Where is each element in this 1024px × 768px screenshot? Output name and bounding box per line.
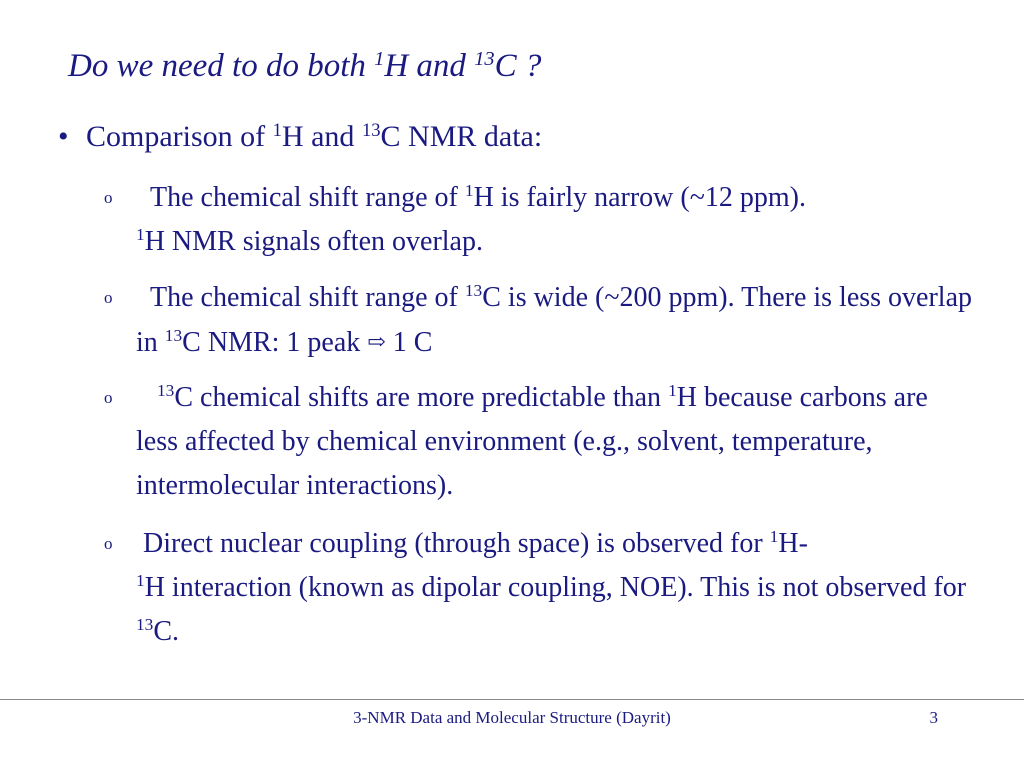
superscript: 1 bbox=[769, 527, 779, 547]
sub-bullet-text bbox=[136, 522, 974, 654]
title-superscript: 13 bbox=[474, 47, 495, 70]
text-run: Direct nuclear coupling (through space) is observed for bbox=[143, 528, 770, 559]
text-run: C. bbox=[153, 616, 180, 647]
text-run: 1 C bbox=[385, 327, 433, 358]
sub-bullet-text bbox=[136, 376, 974, 508]
sub-bullet-text bbox=[136, 276, 974, 365]
title-text: Do we need to do both bbox=[68, 48, 375, 84]
text-run: H interaction (known as dipolar coupling, NOE). This is not observed for bbox=[144, 572, 967, 603]
superscript: 13 bbox=[136, 615, 154, 635]
sub-bullet-item bbox=[104, 276, 974, 365]
footer-divider bbox=[0, 699, 1024, 700]
main-bullet bbox=[58, 120, 542, 154]
superscript: 13 bbox=[164, 326, 183, 346]
text-run: H is fairly narrow (~12 ppm). bbox=[473, 182, 806, 213]
footer-text: 3-NMR Data and Molecular Structure (Dayrit) bbox=[353, 708, 671, 727]
text-run: H- bbox=[778, 528, 808, 559]
sub-bullet-item bbox=[104, 522, 974, 654]
superscript: 1 bbox=[136, 225, 145, 245]
text-run: C chemical shifts are more predictable than bbox=[174, 382, 669, 413]
text-run: The chemical shift range of bbox=[150, 282, 465, 313]
title-text: C ? bbox=[494, 48, 542, 84]
slide-title bbox=[68, 48, 541, 85]
title-superscript: 1 bbox=[374, 47, 385, 70]
main-bullet-superscript: 13 bbox=[361, 119, 381, 141]
circle-outline-icon: o bbox=[104, 534, 113, 553]
sub-bullet-item bbox=[104, 176, 974, 264]
circle-outline-icon: o bbox=[104, 288, 113, 307]
sub-bullet-item bbox=[104, 376, 974, 508]
main-bullet-text: Comparison of bbox=[86, 120, 273, 153]
circle-outline-icon: o bbox=[104, 188, 113, 207]
circle-outline-icon: o bbox=[104, 388, 113, 407]
sub-bullet-text bbox=[136, 176, 974, 264]
text-run: H because carbons are less affected by chemical environment (e.g., solvent, temperature, intermolecular interactions). bbox=[136, 382, 928, 501]
superscript: 13 bbox=[464, 281, 483, 301]
superscript: 13 bbox=[157, 381, 175, 401]
bullet-dot-icon: • bbox=[58, 120, 69, 153]
title-text: H and bbox=[384, 48, 475, 84]
text-run: C NMR: 1 peak bbox=[182, 327, 368, 358]
main-bullet-text: C NMR data: bbox=[380, 120, 543, 153]
main-bullet-superscript: 1 bbox=[272, 119, 282, 141]
superscript: 1 bbox=[136, 571, 145, 591]
page-number: 3 bbox=[929, 708, 938, 727]
superscript: 1 bbox=[464, 181, 474, 201]
right-arrow-outline-icon: ⇨ bbox=[367, 329, 386, 354]
main-bullet-text: H and bbox=[281, 120, 362, 153]
superscript: 1 bbox=[668, 381, 677, 401]
text-run: The chemical shift range of bbox=[150, 182, 465, 213]
text-run: C is wide (~200 ppm). There is less overlap in bbox=[136, 282, 973, 358]
text-run: H NMR signals often overlap. bbox=[144, 226, 483, 257]
